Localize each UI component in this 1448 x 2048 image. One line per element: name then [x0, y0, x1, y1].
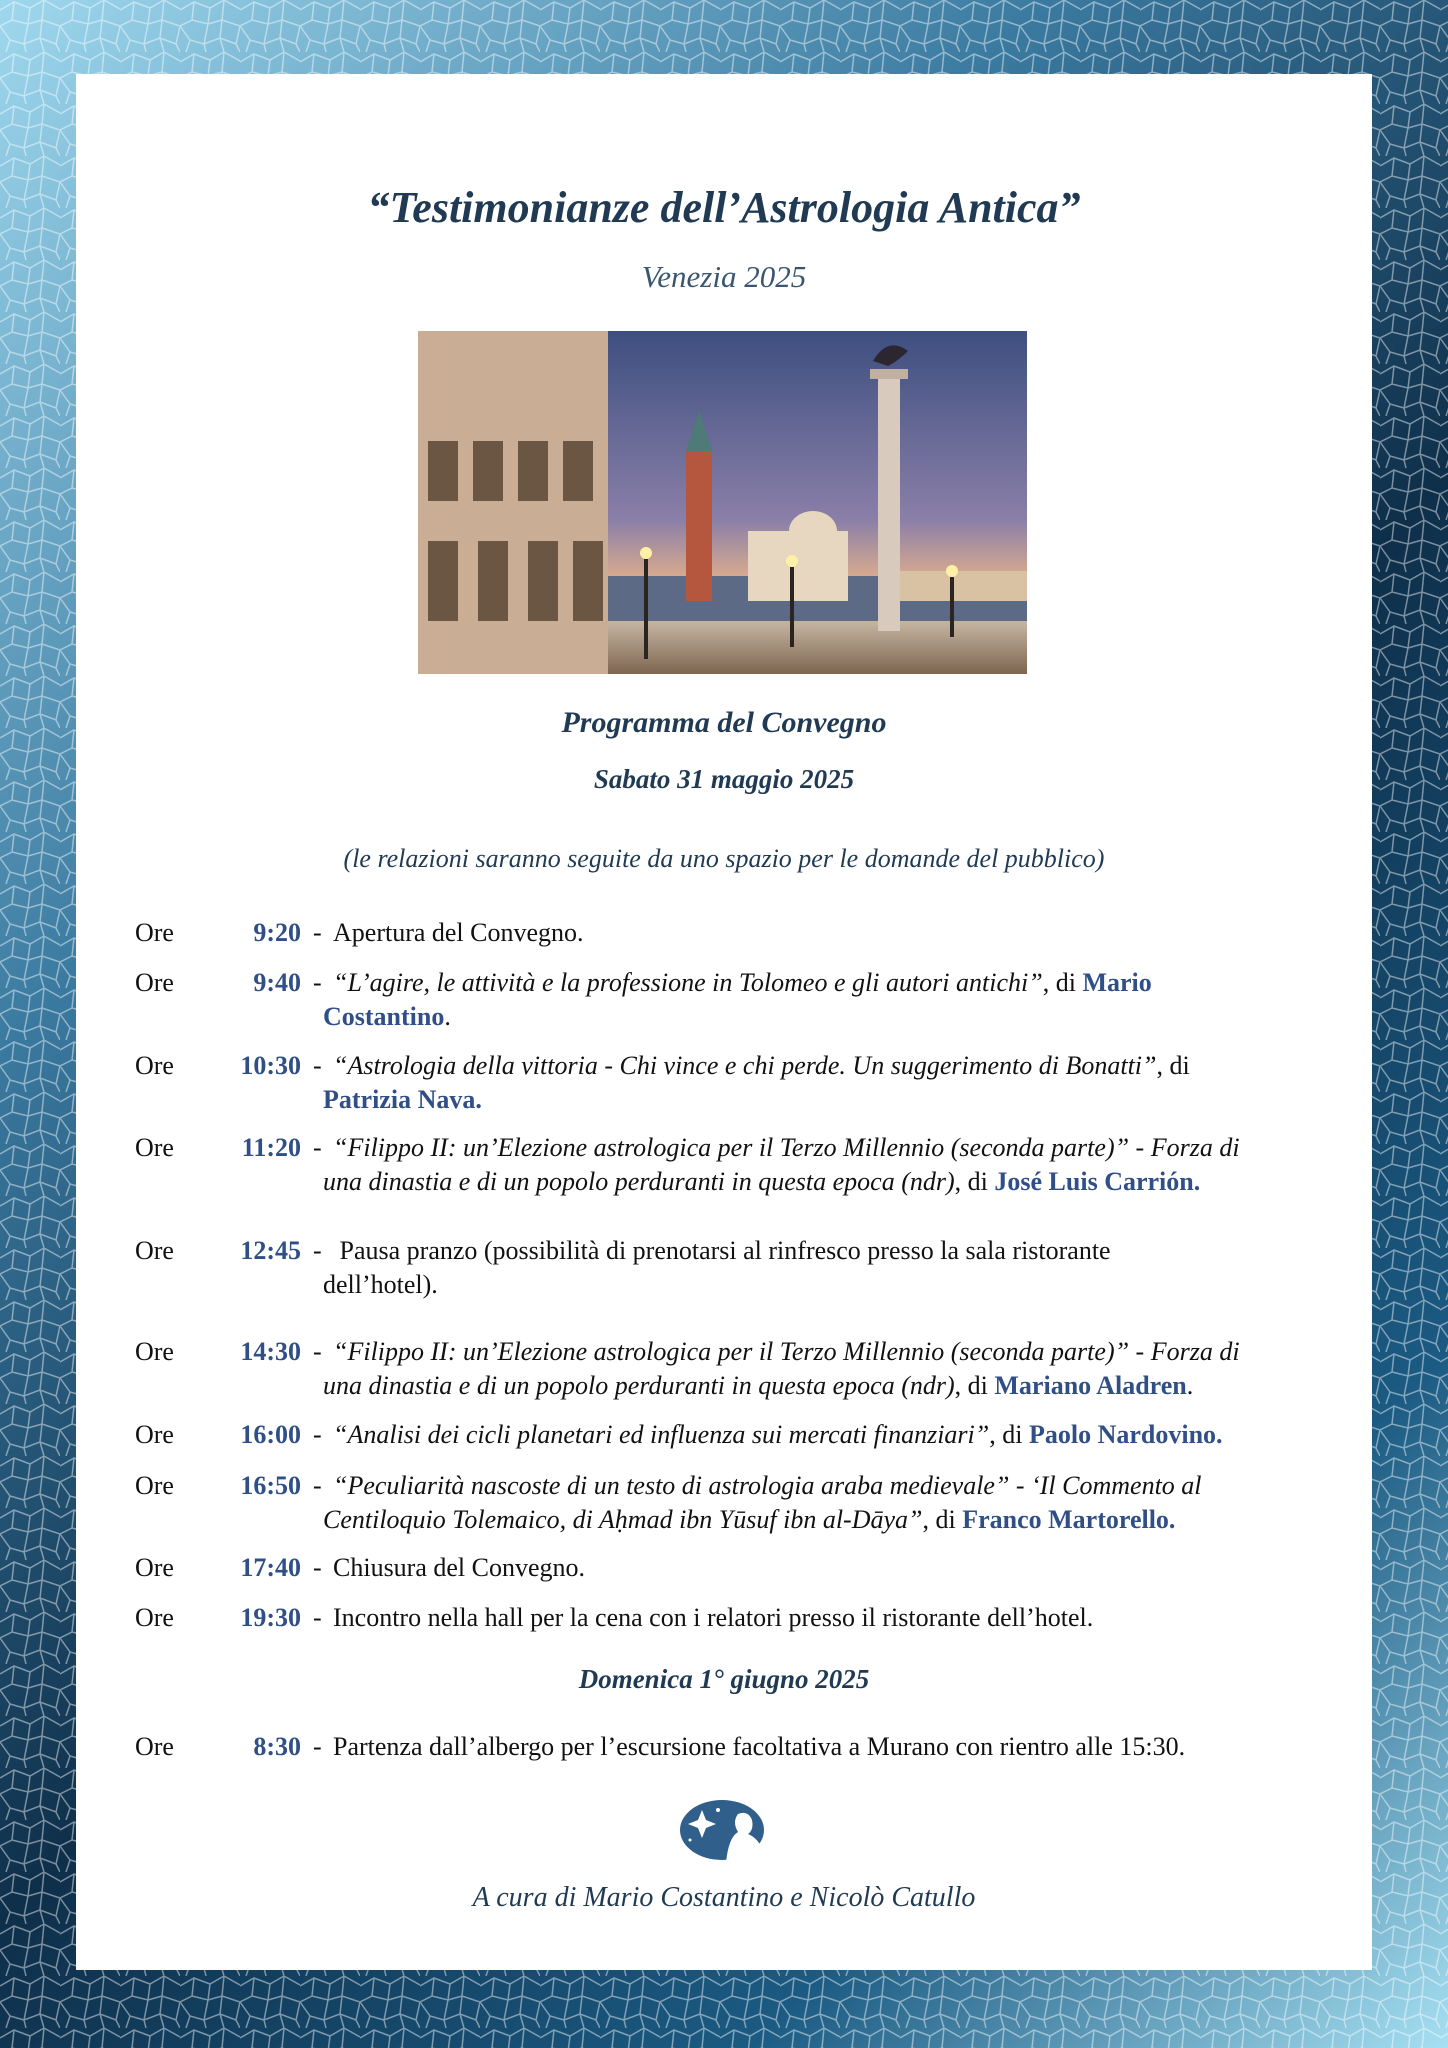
- session-text: Partenza dall’albergo per l’escursione facoltativa a Murano con rientro alle 15:30.: [333, 1732, 1186, 1761]
- session-time: 12:45: [240, 1236, 301, 1265]
- session-time: 17:40: [240, 1553, 301, 1582]
- speaker-name: Mariano Aladren: [994, 1371, 1187, 1400]
- ore-label: Ore: [135, 1553, 174, 1582]
- punctuation: .: [444, 1002, 451, 1031]
- session-time: 10:30: [240, 1051, 301, 1080]
- session-time: 16:50: [240, 1471, 301, 1500]
- session-title: “Peculiarità nascoste di un testo di astrologia araba medievale” - ‘Il Commento al: [333, 1471, 1202, 1500]
- session-title: “L’agire, le attività e la professione in Tolomeo e gli autori antichi”: [333, 968, 1043, 997]
- speaker-name: Paolo Nardovino.: [1028, 1420, 1223, 1449]
- ore-label: Ore: [135, 1133, 174, 1162]
- session-by: , di: [1042, 968, 1083, 997]
- session-time: 9:20: [253, 918, 301, 947]
- session-by: , di: [1156, 1051, 1190, 1080]
- punctuation: .: [1186, 1371, 1194, 1400]
- speaker-name: José Luis Carrión.: [994, 1167, 1201, 1196]
- session-by: , di: [922, 1505, 963, 1534]
- session-title-cont: una dinastia e di un popolo perduranti in questa epoca (ndr): [323, 1167, 955, 1196]
- session-text: Apertura del Convegno.: [333, 918, 584, 947]
- session-text: Chiusura del Convegno.: [333, 1553, 586, 1582]
- page-title: “Testimonianze dell’Astrologia Antica”: [367, 183, 1081, 232]
- day2-heading: Domenica 1° giugno 2025: [578, 1664, 870, 1694]
- session-title: “Filippo II: un’Elezione astrologica per il Terzo Millennio (seconda parte)” - Forza di: [333, 1337, 1240, 1366]
- session-by: , di: [989, 1420, 1029, 1449]
- session-by: , di: [954, 1371, 995, 1400]
- session-time: 14:30: [240, 1337, 301, 1366]
- session-title: “Filippo II: un’Elezione astrologica per il Terzo Millennio (seconda parte)” - Forza di: [333, 1133, 1240, 1162]
- program-page: “Testimonianze dell’Astrologia Antica” Venezia 2025 Programma del Convegno Sabato 31 maggio 2025 (le relazioni saranno seguite da uno spazio per le domande del pubblico) Ore 9:20 - Apertura del Convegno. Ore 9:40 - “L’agire, le attività e la professione in Tolomeo e gli autori antichi”, di Mario Costantino. Ore 10:30 - “Astrologia della vittoria - Chi vince e chi perde. Un suggerimento di Bonatti”, di Patrizia Nava. Ore 11:20 - “Filippo II: un’Elezione astrologica per il Terzo Millennio (seconda parte)” - Forza di una dinastia e di un popolo perduranti in questa epoca (ndr), di José Luis Carrión. Ore 12:45 - Pausa pranzo (possibilità di prenotarsi al rinfresco presso la sala ristorante dell’hotel). Ore 14:30 - “Filippo II: un’Elezione astrologica per il Terzo Millennio (seconda parte)” - Forza di una dinastia e di un popolo perduranti in questa epoca (ndr), di Mariano Aladren. Ore 16:00 - “Analisi dei cicli planetari ed influenza sui mercati finanziari”, di Paolo Nardovino. Ore 16:50 - “Peculiarità nascoste di un testo di astrologia araba medievale” - ‘Il Commento al Centiloquio Tolemaico, di Aḥmad ibn Yūsuf ibn al-Dāya”, di Franco Martorello. Ore 17:40 - Chiusura del Convegno. Ore 19:30 - Incontro nella hall per la cena con i relatori presso il ristorante dell’hotel. Domenica 1° giugno 2025 Ore 8:30 - Partenza dall’albergo per l’escursione facoltativa a Murano con rientro alle 15:30. A cura di Mario Costantino e Nicolò Catullo: [76, 74, 1372, 1970]
- ore-label: Ore: [135, 1337, 174, 1366]
- session-title-cont: Centiloquio Tolemaico, di Aḥmad ibn Yūsuf ibn al-Dāya”: [323, 1505, 923, 1534]
- session-time: 19:30: [240, 1603, 301, 1632]
- ore-label: Ore: [135, 1051, 174, 1080]
- footer-credit: A cura di Mario Costantino e Nicolò Catullo: [472, 1882, 976, 1913]
- ore-label: Ore: [135, 918, 174, 947]
- ore-label: Ore: [135, 1420, 174, 1449]
- ore-label: Ore: [135, 1236, 174, 1265]
- program-heading: Programma del Convegno: [561, 706, 887, 739]
- session-title: “Analisi dei cicli planetari ed influenza sui mercati finanziari”: [333, 1420, 990, 1449]
- session-title: “Astrologia della vittoria - Chi vince e chi perde. Un suggerimento di Bonatti”: [333, 1051, 1157, 1080]
- ore-label: Ore: [135, 1732, 174, 1761]
- session-time: 16:00: [240, 1420, 301, 1449]
- ore-label: Ore: [135, 1471, 174, 1500]
- ore-label: Ore: [135, 1603, 174, 1632]
- session-by: , di: [954, 1167, 995, 1196]
- session-title-cont: una dinastia e di un popolo perduranti in questa epoca (ndr): [323, 1371, 955, 1400]
- session-time: 9:40: [253, 968, 301, 997]
- session-text-cont: dell’hotel).: [323, 1270, 438, 1299]
- speaker-name: Mario: [1082, 968, 1152, 997]
- program-note: (le relazioni saranno seguite da uno spazio per le domande del pubblico): [343, 844, 1105, 873]
- session-time: 11:20: [241, 1133, 301, 1162]
- day1-heading: Sabato 31 maggio 2025: [593, 764, 855, 794]
- page-subtitle: Venezia 2025: [641, 259, 807, 294]
- session-time: 8:30: [253, 1732, 301, 1761]
- ore-label: Ore: [135, 968, 174, 997]
- session-text: Incontro nella hall per la cena con i relatori presso il ristorante dell’hotel.: [333, 1603, 1094, 1632]
- speaker-name: Patrizia Nava.: [323, 1085, 482, 1114]
- venice-photo: [418, 331, 1027, 674]
- speaker-name: Franco Martorello.: [962, 1505, 1176, 1534]
- speaker-name: Costantino: [323, 1002, 445, 1031]
- organization-logo-icon: [678, 1796, 770, 1866]
- session-text: Pausa pranzo (possibilità di prenotarsi al rinfresco presso la sala ristorante: [339, 1236, 1111, 1265]
